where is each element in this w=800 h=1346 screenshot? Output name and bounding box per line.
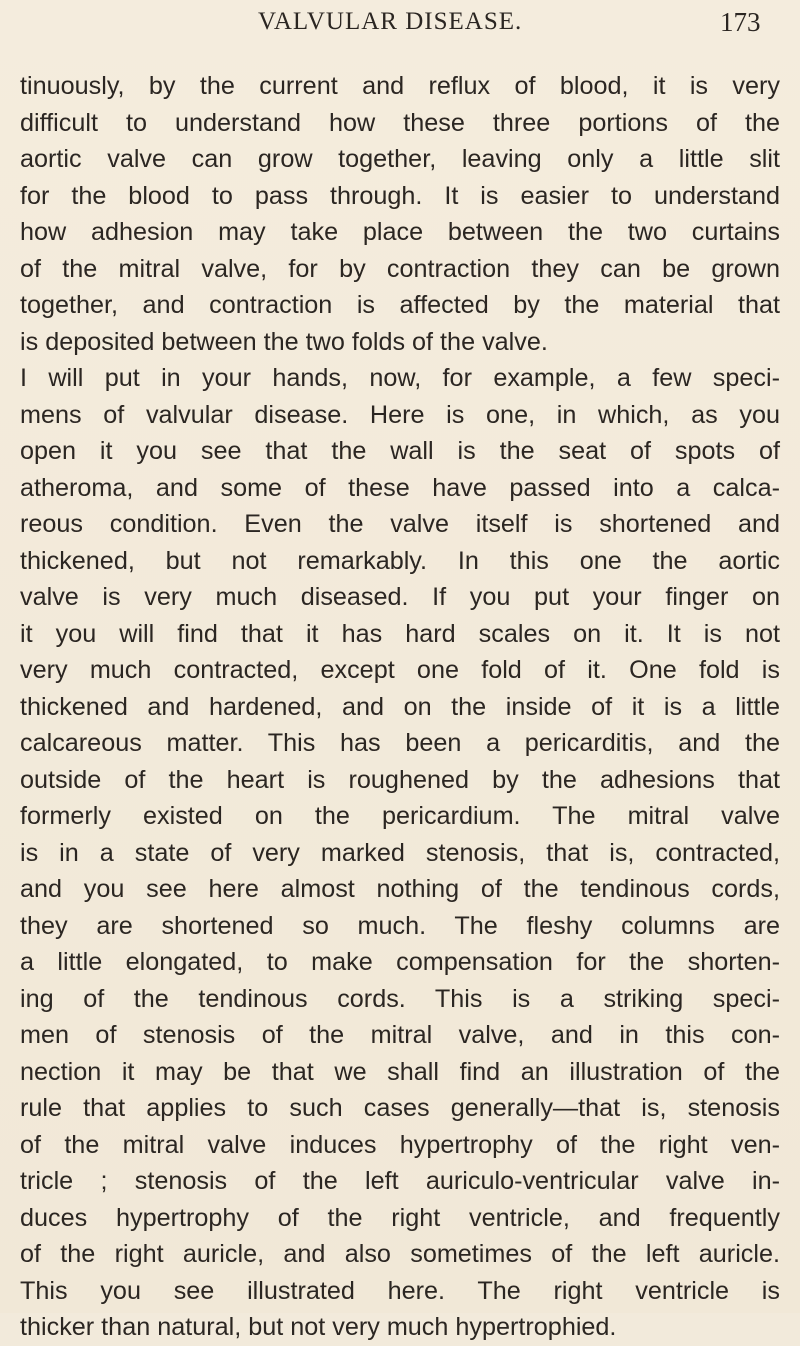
text-line: nection it may be that we shall find an illustration of the [20, 1057, 780, 1086]
text-line: and you see here almost nothing of the tendinous cords, [20, 875, 780, 903]
text-line: atheroma, and some of these have passed into a calca- [20, 473, 780, 502]
text-line: a little elongated, to make compensation for the shorten- [20, 948, 780, 976]
text-line: together, and contraction is affected by the material that [20, 291, 780, 319]
text-line: rule that applies to such cases generally—that is, stenosis [20, 1094, 780, 1122]
text-line: of the mitral valve induces hypertrophy of the right ven- [20, 1130, 780, 1159]
running-title: VALVULAR DISEASE. [258, 8, 523, 35]
text-line: valve is very much diseased. If you put your finger on [20, 583, 780, 611]
text-line: formerly existed on the pericardium. The mitral valve [20, 802, 780, 830]
text-line: of the mitral valve, for by contraction they can be grown [20, 254, 780, 283]
body-text [20, 68, 780, 1346]
text-line: mens of valvular disease. Here is one, in which, as you [20, 400, 780, 429]
text-line: how adhesion may take place between the two curtains [20, 218, 780, 246]
text-line: for the blood to pass through. It is easier to understand [20, 181, 780, 210]
text-line: reous condition. Even the valve itself is shortened and [20, 510, 780, 538]
text-line: thicker than natural, but not very much hypertrophied. [20, 1313, 617, 1341]
text-line: aortic valve can grow together, leaving only a little slit [20, 145, 780, 173]
text-line: open it you see that the wall is the seat of spots of [20, 437, 780, 465]
text-line: ing of the tendinous cords. This is a striking speci- [20, 984, 780, 1013]
text-line: This you see illustrated here. The right ventricle is [20, 1276, 780, 1305]
text-line: calcareous matter. This has been a pericarditis, and the [20, 729, 780, 757]
page-number: 173 [720, 7, 761, 37]
text-line: outside of the heart is roughened by the adhesions that [20, 765, 780, 794]
running-head [0, 6, 800, 40]
text-line: men of stenosis of the mitral valve, and in this con- [20, 1021, 780, 1049]
text-line: I will put in your hands, now, for example, a few speci- [20, 364, 780, 392]
text-line: it you will find that it has hard scales on it. It is not [20, 619, 780, 648]
text-line: is deposited between the two folds of the valve. [20, 327, 548, 356]
text-line: difficult to understand how these three portions of the [20, 108, 780, 137]
text-line: very much contracted, except one fold of it. One fold is [20, 656, 780, 684]
text-line: is in a state of very marked stenosis, that is, contracted, [20, 838, 780, 867]
text-line: thickened and hardened, and on the inside of it is a little [20, 692, 780, 721]
text-line: of the right auricle, and also sometimes of the left auricle. [20, 1240, 780, 1268]
text-line: tinuously, by the current and reflux of blood, it is very [20, 72, 780, 100]
text-line: they are shortened so much. The fleshy columns are [20, 911, 780, 940]
text-line: duces hypertrophy of the right ventricle, and frequently [20, 1203, 780, 1232]
text-line: thickened, but not remarkably. In this one the aortic [20, 546, 780, 575]
text-line: tricle ; stenosis of the left auriculo-ventricular valve in- [20, 1167, 780, 1195]
